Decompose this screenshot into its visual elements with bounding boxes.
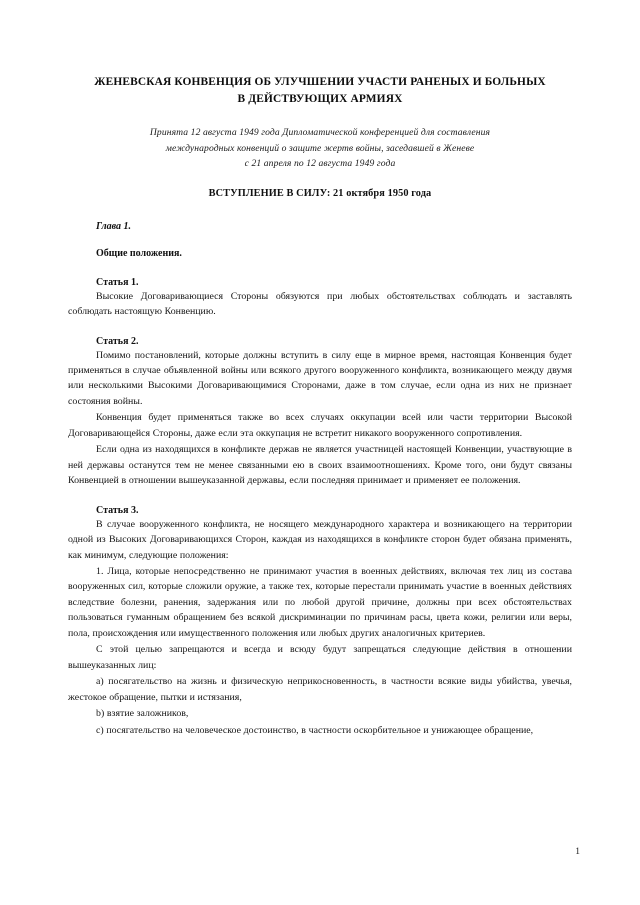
chapter-label: Глава 1. [96, 220, 132, 232]
article-list-item: b) взятие заложников, [96, 708, 189, 720]
article-heading: Статья 1. [96, 276, 139, 288]
document-content [68, 74, 572, 739]
document-subtitle [68, 125, 572, 172]
page-number: 1 [575, 847, 580, 857]
article-paragraph: Помимо постановлений, которые должны вступить в силу еще в мирное время, настоящая Конвенция будет применяться в случае объявленной войны или всякого другого вооруженного конфликта, возникающего между двумя или несколькими Высокими Договаривающимися Сторонами, даже в том случае, если одна из них не признает состояния войны. [68, 349, 572, 407]
article-list-item: 1. Лица, которые непосредственно не принимают участия в военных действиях, включая тех лиц из состава вооруженных сил, которые сложили оружие, а также тех, которые перестали принимать участие в военных действиях вследствие болезни, ранения, задержания или по любой другой причине, должны при всех обстоятельствах пользоваться гуманным обращением без всякой дискриминации по причинам расы, цвета кожи, религии или веры, пола, происхождения или имущественного положения или любых других аналогичных критериев. [68, 566, 572, 639]
article-paragraph: Высокие Договаривающиеся Стороны обязуются при любых обстоятельствах соблюдать и заставлять соблюдать настоящую Конвенцию. [68, 290, 572, 318]
title-line-1: ЖЕНЕВСКАЯ КОНВЕНЦИЯ ОБ УЛУЧШЕНИИ УЧАСТИ РАНЕНЫХ И БОЛЬНЫХ [94, 76, 546, 88]
subtitle-line-2: международных конвенций о защите жертв войны, заседавшей в Женеве [165, 142, 475, 154]
article-paragraph: В случае вооруженного конфликта, не носящего международного характера и возникающего на территории одной из Высоких Договаривающихся Сторон, каждая из находящихся в конфликте сторон будет обязана применять, как минимум, следующие положения: [68, 518, 572, 561]
subtitle-line-3: с 21 апреля по 12 августа 1949 года [244, 158, 396, 170]
page-title [68, 74, 572, 107]
chapter-title: Общие положения. [96, 247, 182, 259]
article-paragraph: Конвенция будет применяться также во всех случаях оккупации всей или части территории Высокой Договаривающейся Стороны, даже если эта оккупация не встретит никакого вооруженного сопротивления. [68, 412, 572, 439]
title-line-2: В ДЕЙСТВУЮЩИХ АРМИЯХ [237, 92, 403, 105]
article-paragraph: Если одна из находящихся в конфликте держав не является участницей настоящей Конвенции, участвующие в ней державы останутся тем не менее связанными ею в своих взаимоотношениях. Кроме того, они будут связаны Конвенцией в отношении вышеуказанной державы, если последняя принимает и применяет ее положения. [68, 444, 572, 487]
entry-into-force-notice: ВСТУПЛЕНИЕ В СИЛУ: 21 октября 1950 года [208, 187, 432, 199]
article-list-item: a) посягательство на жизнь и физическую неприкосновенность, в частности всякие виды убийства, увечья, жестокое обращение, пытки и истязания, [68, 676, 572, 703]
subtitle-line-1: Принята 12 августа 1949 года Дипломатической конференцией для составления [149, 127, 491, 139]
article-heading: Статья 3. [96, 504, 139, 516]
article-heading: Статья 2. [96, 335, 139, 347]
article-paragraph: С этой целью запрещаются и всегда и всюду будут запрещаться следующие действия в отношении вышеуказанных лиц: [68, 644, 572, 671]
article-list-item: c) посягательство на человеческое достоинство, в частности оскорбительное и унижающее обращение, [96, 724, 534, 736]
